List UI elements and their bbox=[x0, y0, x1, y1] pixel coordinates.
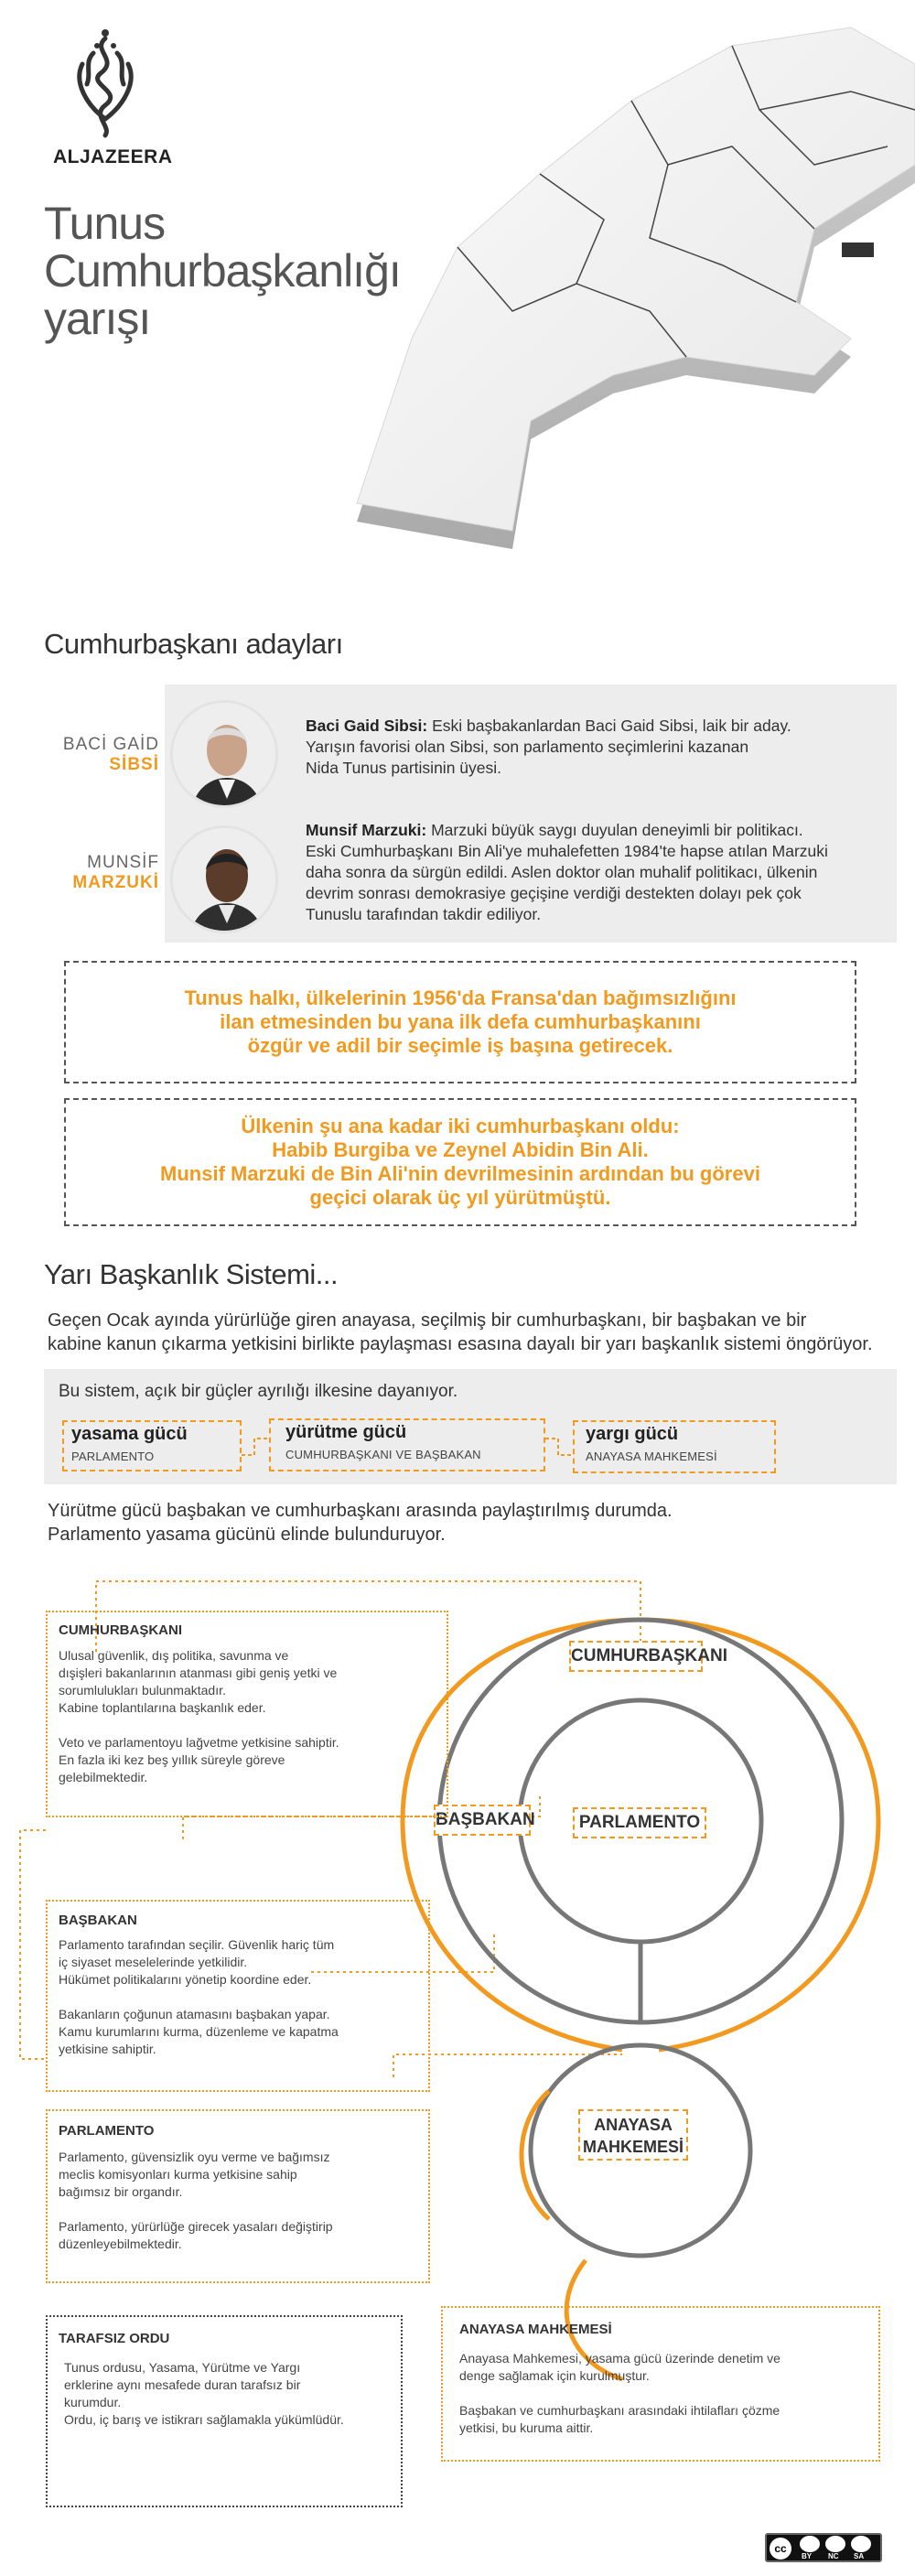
candidate-2-first-name: MUNSİF bbox=[87, 853, 159, 872]
title-line-3: yarışı bbox=[44, 293, 151, 344]
by-label: BY bbox=[802, 2552, 813, 2560]
executive-power-title: yürütme gücü bbox=[285, 1422, 407, 1442]
legislative-power-title: yasama gücü bbox=[71, 1424, 188, 1444]
title-line-1: Tunus bbox=[44, 198, 166, 249]
candidate-1-bold-name: Baci Gaid Sibsi: bbox=[306, 717, 428, 735]
ordu-info-text: Tunus ordusu, Yasama, Yürütme ve Yargı erklerine aynı mesafede duran tarafsız bir kurumdur. Ordu, iç barış ve istikrarı sağlamakla yükümlüdür. bbox=[64, 2360, 344, 2427]
diagram-label-cumhurbaskani: CUMHURBAŞKANI bbox=[569, 1641, 703, 1672]
ordu-info-title: TARAFSIZ ORDU bbox=[59, 2331, 170, 2346]
candidates-section-title: Cumhurbaşkanı adayları bbox=[44, 628, 343, 660]
nc-icon bbox=[825, 2536, 845, 2552]
title-line-2: Cumhurbaşkanlığı bbox=[44, 245, 401, 296]
power-connector-2 bbox=[545, 1428, 573, 1468]
diagram-label-basbakan: BAŞBAKAN bbox=[434, 1805, 531, 1836]
candidate-1-avatar bbox=[170, 700, 278, 808]
system-summary-text: Yürütme gücü başbakan ve cumhurbaşkanı arasında paylaştırılmış durumda. Parlamento yasama gücünü elinde bulunduruyor. bbox=[48, 1501, 673, 1545]
cumhurbaskani-info-title: CUMHURBAŞKANI bbox=[59, 1622, 182, 1638]
cc-icon: cc bbox=[770, 2538, 791, 2560]
basbakan-info-text: Parlamento tarafından seçilir. Güvenlik hariç tüm iç siyaset meselelerinde yetkilidir. Hükümet politikalarını yönetip koordine eder. Bakanların çoğunun atamasını başbakan yapar. Kamu kurumlarını kurma, düzenleme ve kapatma yetkisine sahiptir. bbox=[59, 1937, 339, 2056]
presidents-note-text: Ülkenin şu ana kadar iki cumhurbaşkanı oldu: Habib Burgiba ve Zeynel Abidin Bin Ali. Munsif Marzuki de Bin Ali'nin devrilmesinin ardından bu görevi geçici olarak üç yıl yürütmüştü. bbox=[160, 1115, 760, 1209]
parlamento-info-title: PARLAMENTO bbox=[59, 2123, 155, 2139]
aljazeera-logo-mark bbox=[55, 27, 156, 142]
sa-label: SA bbox=[854, 2552, 865, 2560]
cumhurbaskani-info-text: Ulusal güvenlik, dış politika, savunma ve dışişleri bakanlarının atanması gibi geniş yetki ve sorumlulukları bulunmaktadır. Kabine toplantılarına başkanlık eder. Veto ve parlamentoyu lağvetme yetkisine sahiptir. En fazla iki kez beş yıllık süreyle göreve gelebilmektedir. bbox=[59, 1648, 339, 1784]
aljazeera-logo-text: ALJAZEERA bbox=[53, 146, 173, 167]
candidate-1-last-name: SİBSİ bbox=[109, 755, 159, 774]
legislative-power-sub: PARLAMENTO bbox=[71, 1450, 155, 1463]
judicial-power-sub: ANAYASA MAHKEMESİ bbox=[586, 1450, 717, 1463]
candidate-1-first-name: BACİ GAİD bbox=[62, 735, 159, 754]
nc-label: NC bbox=[828, 2552, 839, 2560]
system-intro-text: Geçen Ocak ayında yürürlüğe giren anayasa, seçilmiş bir cumhurbaşkanı, bir başbakan ve bir kabine kanun çıkarma yetkisini birlikte paylaşması esasına dayalı bir yarı başkanlık sistemi öngörüyor. bbox=[48, 1310, 873, 1354]
independence-note-text: Tunus halkı, ülkelerinin 1956'da Fransa'dan bağımsızlığını ilan etmesinden bu yana ilk defa cumhurbaşkanını özgür ve adil bir seçimle iş başına getirecek. bbox=[184, 986, 737, 1057]
candidate-1-name bbox=[55, 735, 159, 775]
separation-text: Bu sistem, açık bir güçler ayrılığı ilkesine dayanıyor. bbox=[59, 1382, 458, 1401]
tunisia-map-illustration bbox=[302, 9, 915, 558]
candidate-2-name bbox=[55, 853, 159, 893]
system-section-title: Yarı Başkanlık Sistemi... bbox=[44, 1258, 339, 1290]
power-connector-1 bbox=[242, 1428, 269, 1468]
by-icon bbox=[800, 2536, 820, 2552]
sa-icon bbox=[851, 2536, 871, 2552]
candidate-2-last-name: MARZUKİ bbox=[72, 873, 159, 892]
candidate-1-description: Baci Gaid Sibsi: Eski başbakanlardan Baci Gaid Sibsi, laik bir aday. Yarışın favorisi olan Sibsi, son parlamento seçimlerini kazanan Nida Tunus partisinin üyesi. bbox=[306, 717, 791, 777]
parlamento-info-text: Parlamento, güvensizlik oyu verme ve bağımsız meclis komisyonları kurma yetkisine sahip bağımsız bir organdır. Parlamento, yürürlüğe girecek yasaları değiştirip düzenleyebilmektedir. bbox=[59, 2150, 333, 2251]
candidate-2-description: Munsif Marzuki: Marzuki büyük saygı duyulan deneyimli bir politikacı. Eski Cumhurbaşkanı Bin Ali'ye muhalefetten 1984'te hapse atılan Marzuki daha sonra da sürgün edildi. Aslen doktor olan muhalif politikacı, ülkenin devrim sonrası demokrasiye geçişine verdiği destekten dolayı pek çok Tunuslu tarafından takdir ediliyor. bbox=[306, 821, 828, 923]
executive-power-sub: CUMHURBAŞKANI VE BAŞBAKAN bbox=[285, 1448, 481, 1461]
basbakan-info-title: BAŞBAKAN bbox=[59, 1913, 137, 1928]
judicial-power-title: yargı gücü bbox=[586, 1424, 679, 1444]
mahkeme-info-text: Anayasa Mahkemesi, yasama gücü üzerinde denetim ve denge sağlamak için kurulmuştur. Başbakan ve cumhurbaşkanı arasındaki ihtilafları çözme yetkisi, bu kuruma aittir. bbox=[459, 2351, 780, 2435]
candidate-2-avatar bbox=[170, 825, 278, 933]
cc-license-badge bbox=[765, 2533, 882, 2562]
diagram-label-parlamento: PARLAMENTO bbox=[573, 1807, 706, 1838]
candidate-2-bold-name: Munsif Marzuki: bbox=[306, 821, 427, 839]
mahkeme-info-title: ANAYASA MAHKEMESİ bbox=[459, 2322, 612, 2337]
diagram-label-anayasa-mahkemesi: ANAYASA MAHKEMESİ bbox=[578, 2109, 688, 2161]
